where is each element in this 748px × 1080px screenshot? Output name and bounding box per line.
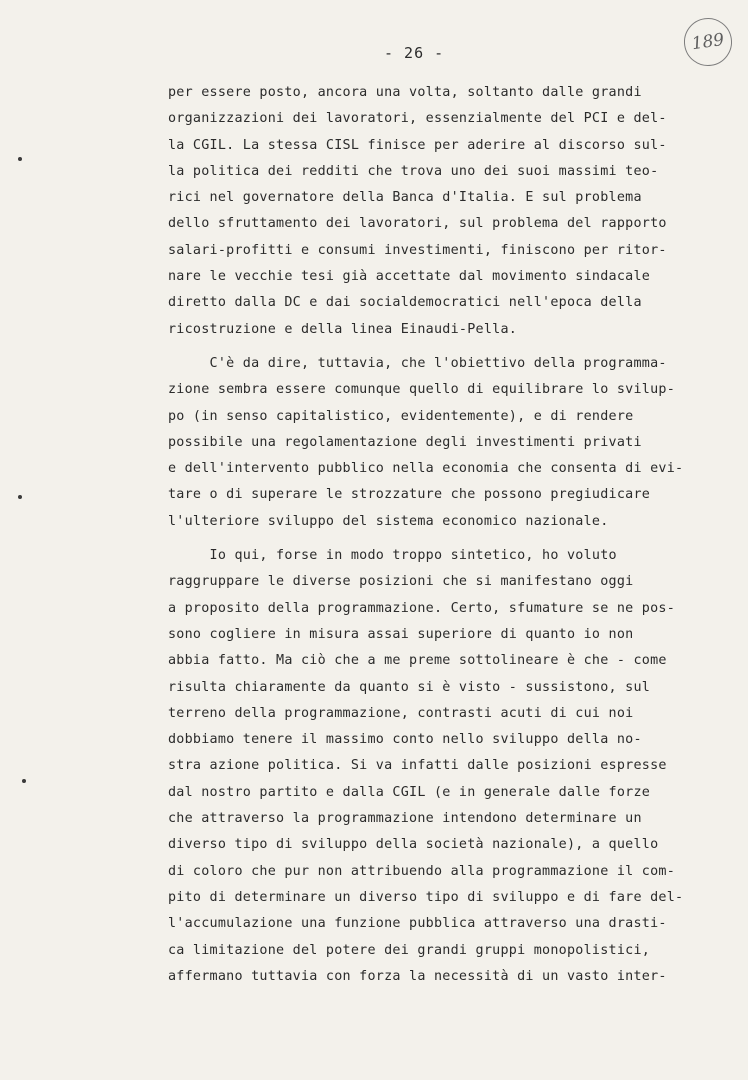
text-line: possibile una regolamentazione degli investimenti privati xyxy=(168,434,642,450)
text-line: ricostruzione e della linea Einaudi-Pella. xyxy=(168,321,518,337)
text-line: che attraverso la programmazione intendono determinare un xyxy=(168,811,642,827)
text-line: terreno della programmazione, contrasti acuti di cui noi xyxy=(168,705,634,721)
page-number: - 26 - xyxy=(384,44,445,62)
body-text xyxy=(168,80,728,990)
text-line: rici nel governatore della Banca d'Italia. E sul problema xyxy=(168,190,642,206)
text-line: diretto dalla DC e dai socialdemocratici nell'epoca della xyxy=(168,295,642,311)
punch-hole-mark xyxy=(18,495,22,499)
text-line: dello sfruttamento dei lavoratori, sul problema del rapporto xyxy=(168,216,667,232)
text-line: C'è da dire, tuttavia, che l'obiettivo della programma- xyxy=(168,355,667,371)
paragraph xyxy=(168,543,728,990)
paragraph xyxy=(168,351,728,535)
text-line: la politica dei redditi che trova uno dei suoi massimi teo- xyxy=(168,163,659,179)
text-line: dal nostro partito e dalla CGIL (e in generale dalle forze xyxy=(168,784,651,800)
text-line: l'ulteriore sviluppo del sistema economico nazionale. xyxy=(168,513,609,529)
text-line: diverso tipo di sviluppo della società nazionale), a quello xyxy=(168,837,659,853)
text-line: abbia fatto. Ma ciò che a me preme sottolineare è che - come xyxy=(168,653,667,669)
text-line: dobbiamo tenere il massimo conto nello sviluppo della no- xyxy=(168,732,642,748)
text-line: pito di determinare un diverso tipo di sviluppo e di fare del- xyxy=(168,889,684,905)
text-line: stra azione politica. Si va infatti dalle posizioni espresse xyxy=(168,758,667,774)
text-line: l'accumulazione una funzione pubblica attraverso una drasti- xyxy=(168,916,667,932)
text-line: sono cogliere in misura assai superiore di quanto io non xyxy=(168,626,634,642)
text-line: di coloro che pur non attribuendo alla programmazione il com- xyxy=(168,863,676,879)
text-line: e dell'intervento pubblico nella economia che consenta di evi- xyxy=(168,461,684,477)
text-line: nare le vecchie tesi già accettate dal movimento sindacale xyxy=(168,269,651,285)
text-line: risulta chiaramente da quanto si è visto - sussistono, sul xyxy=(168,679,651,695)
text-line: tare o di superare le strozzature che possono pregiudicare xyxy=(168,487,651,503)
text-line: per essere posto, ancora una volta, soltanto dalle grandi xyxy=(168,85,642,100)
text-line: Io qui, forse in modo troppo sintetico, ho voluto xyxy=(168,548,617,564)
text-line: po (in senso capitalistico, evidentemente), e di rendere xyxy=(168,408,634,424)
punch-hole-mark xyxy=(22,779,26,783)
archive-stamp: 189 xyxy=(681,15,735,69)
text-line: zione sembra essere comunque quello di equilibrare lo svilup- xyxy=(168,382,676,398)
punch-hole-mark xyxy=(18,157,22,161)
text-line: ca limitazione del potere dei grandi gruppi monopolistici, xyxy=(168,942,651,958)
text-line: affermano tuttavia con forza la necessità di un vasto inter- xyxy=(168,968,667,984)
text-line: raggruppare le diverse posizioni che si manifestano oggi xyxy=(168,574,634,590)
text-line: salari-profitti e consumi investimenti, finiscono per ritor- xyxy=(168,242,667,258)
paragraph xyxy=(168,80,728,343)
text-line: organizzazioni dei lavoratori, essenzialmente del PCI e del- xyxy=(168,111,667,127)
text-line: a proposito della programmazione. Certo, sfumature se ne pos- xyxy=(168,600,676,616)
text-line: la CGIL. La stessa CISL finisce per aderire al discorso sul- xyxy=(168,137,667,153)
